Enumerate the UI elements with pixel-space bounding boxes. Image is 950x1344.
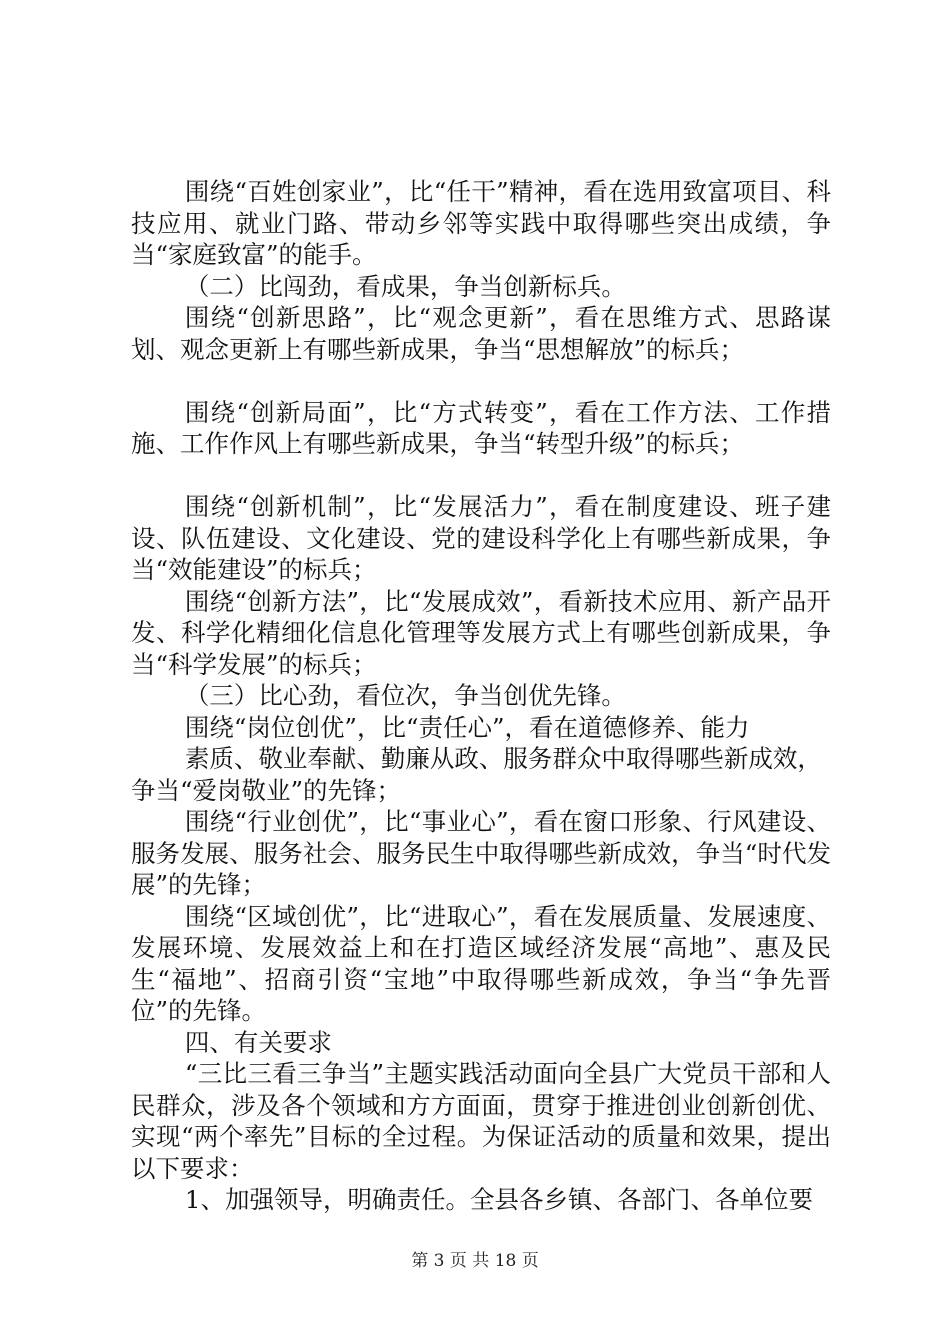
page-number-footer: 第 3 页 共 18 页: [411, 1251, 539, 1271]
paragraph: 围绕“区域创优”，比“进取心”，看在发展质量、发展速度、发展环境、发展效益上和在打造区域经济发展“高地”、惠及民生“福地”、招商引资“宝地”中取得哪些新成效，争当“争先晋位”的先锋。: [131, 901, 831, 1025]
section-heading: 四、有关要求: [184, 1027, 332, 1057]
section-heading: （三）比心劲，看位次，争当创优先锋。: [184, 681, 626, 710]
paragraph: 围绕“创新方法”，比“发展成效”，看新技术应用、新产品开发、科学化精细化信息化管理等发展方式上有哪些创新成果，争当“科学发展”的标兵；: [131, 586, 831, 679]
paragraph: 围绕“创新局面”，比“方式转变”，看在工作方法、工作措施、工作作风上有哪些新成果，争当“转型升级”的标兵；: [131, 397, 831, 458]
paragraph: 围绕“百姓创家业”，比“任干”精神，看在选用致富项目、科技应用、就业门路、带动乡邻等实践中取得哪些突出成绩，争当“家庭致富”的能手。: [131, 177, 831, 269]
document-body: [131, 176, 831, 1216]
paragraph: 1、加强领导，明确责任。全县各乡镇、各部门、各单位要: [184, 1185, 813, 1214]
paragraph: 围绕“创新机制”，比“发展活力”，看在制度建设、班子建设、队伍建设、文化建设、党的建设科学化上有哪些新成果，争当“效能建设”的标兵；: [131, 492, 831, 584]
paragraph: “三比三看三争当”主题实践活动面向全县广大党员干部和人民群众，涉及各个领域和方方面面，贯穿于推进创业创新创优、实现“两个率先”目标的全过程。为保证活动的质量和效果，提出以下要求：: [131, 1059, 831, 1183]
paragraph-continuation: 素质、敬业奉献、勤廉从政、服务群众中取得哪些新成效，: [184, 744, 822, 773]
paragraph: 围绕“岗位创优”，比“责任心”，看在道德修养、能力: [184, 712, 750, 742]
paragraph-continuation: 争当“爱岗敬业”的先锋；: [131, 775, 402, 805]
section-heading: （二）比闯劲，看成果，争当创新标兵。: [184, 271, 626, 301]
paragraph: 围绕“创新思路”，比“观念更新”，看在思维方式、思路谋划、观念更新上有哪些新成果，争当“思想解放”的标兵；: [131, 303, 831, 364]
paragraph: 围绕“行业创优”，比“事业心”，看在窗口形象、行风建设、服务发展、服务社会、服务民生中取得哪些新成效，争当“时代发展”的先锋；: [131, 807, 831, 899]
